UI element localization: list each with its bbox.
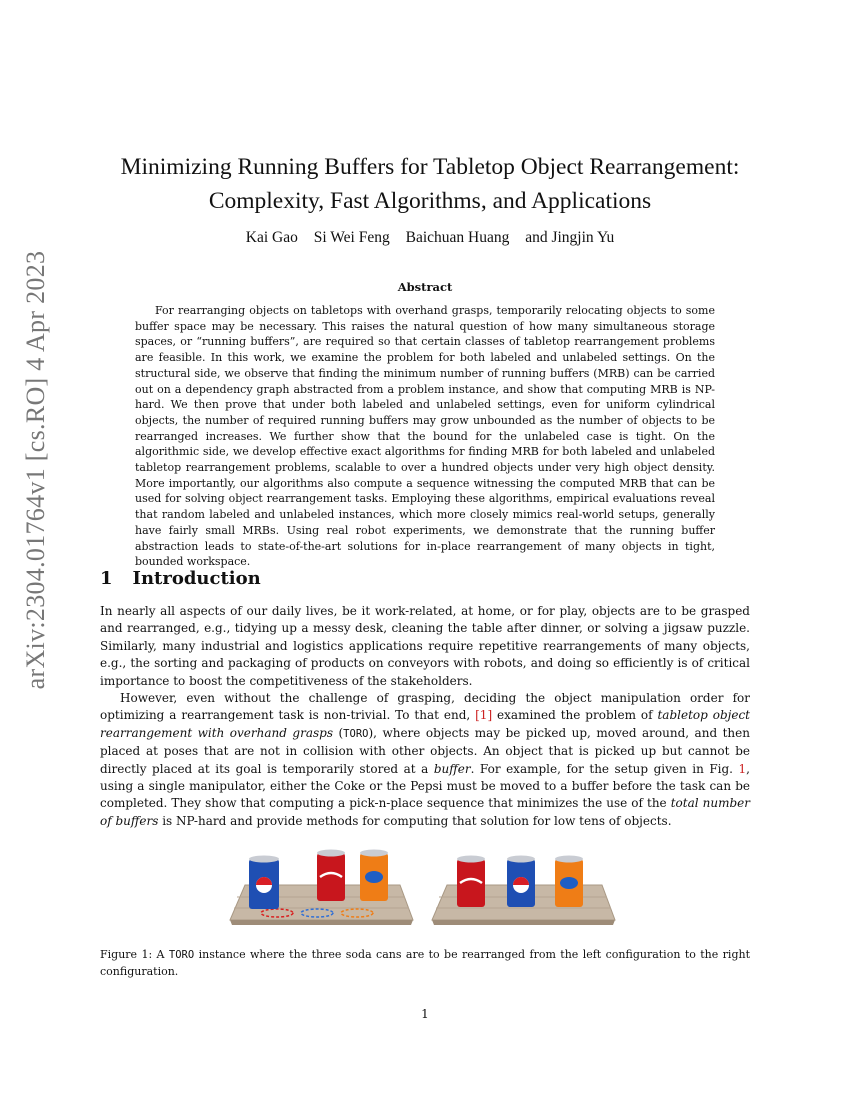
abstract-heading: Abstract — [397, 280, 453, 294]
figure-1-caption — [100, 947, 750, 979]
author-2: Si Wei Feng — [313, 229, 390, 246]
text-run: ), where objects may be picked up, moved around, and then placed at poses that are not in collision with other objects. An object that is picked up but cannot be directly placed at its goal is temporarily stored at a — [100, 725, 750, 776]
figure-1-illustration — [225, 845, 625, 935]
section-heading — [100, 568, 261, 589]
text-run: , using a single manipulator, either the Coke or the Pepsi must be moved to a buffer before the task can be completed. They show that computing a pick-n-place sequence that minimizes the use of the — [100, 761, 750, 811]
text-run: However, even without the challenge of grasping, deciding the object manipulation order for optimizing a rearrangement task is non-trivial. To that end, — [100, 691, 750, 723]
figure-reference-link[interactable]: 1 — [738, 761, 747, 776]
arxiv-identifier-stamp — [16, 250, 56, 690]
text-run: ( — [333, 725, 344, 740]
text-run: examined the problem of — [492, 708, 658, 723]
right-configuration — [432, 856, 615, 926]
section-title: Introduction — [132, 568, 261, 589]
arxiv-id-text: arXiv:2304.01764v1 [cs.RO] 4 Apr 2023 — [21, 250, 50, 690]
coke-can-left — [317, 850, 345, 902]
emphasis-text: tabletop object rearrangement with overhand grasps — [100, 708, 750, 740]
left-configuration — [230, 850, 413, 926]
caption-text: instance where the three soda cans are to be rearranged from the left configuration to the right configuration. — [100, 948, 750, 978]
title-line-2: Complexity, Fast Algorithms, and Applications — [208, 188, 652, 214]
paper-title — [100, 150, 760, 218]
introduction-body — [100, 603, 750, 830]
abstract-text: For rearranging objects on tabletops with overhand grasps, temporarily relocating objects to some buffer space may be necessary. This raises the natural question of how many simultaneous storage spaces, or “running buffers”, are required so that certain classes of tabletop rearrangement problems are feasible. In this work, we examine the problem for both labeled and unlabeled settings. On the structural side, we observe that finding the minimum number of running buffers (MRB) can be carried out on a dependency graph abstracted from a problem instance, and show that computing MRB is NP-hard. We then prove that under both labeled and unlabeled settings, even for uniform cylindrical objects, the number of required running buffers may grow unbounded as the number of objects to be rearranged increases. We further show that the bound for the unlabeled case is tight. On the algorithmic side, we develop effective exact algorithms for finding MRB for both labeled and unlabeled tabletop rearrangement problems, scalable to over a hundred objects under very high object density. More importantly, our algorithms also compute a sequence witnessing the computed MRB that can be used for solving object rearrangement tasks. Employing these algorithms, empirical evaluations reveal that random labeled and unlabeled instances, which more closely mimics real-world setups, generally have fairly small MRBs. Using real robot experiments, we demonstrate that the running buffer abstraction leads to state-of-the-art solutions for in-place rearrangement of many objects in tight, bounded workspace. — [135, 304, 715, 569]
coke-can-right — [457, 856, 485, 908]
caption-toro: TORO — [168, 949, 195, 961]
page-number: 1 — [421, 1007, 429, 1021]
fanta-can-left — [360, 850, 388, 902]
emphasis-text: total number of buffers — [100, 796, 750, 828]
author-4: and Jingjin Yu — [525, 229, 615, 246]
table-edge-right — [432, 920, 615, 925]
title-line-1: Minimizing Running Buffers for Tabletop Object Rearrangement: — [120, 154, 740, 180]
caption-label: Figure 1: — [100, 948, 153, 961]
toro-acronym: TORO — [343, 727, 369, 740]
fanta-can-right — [555, 856, 583, 908]
text-run: . For example, for the setup given in Fig. — [470, 761, 739, 776]
soda-cans-figure — [225, 845, 625, 935]
pepsi-can-right — [507, 856, 535, 908]
text-run: is NP-hard and provide methods for computing that solution for low tens of objects. — [158, 813, 672, 828]
emphasis-text: buffer — [433, 761, 471, 776]
author-1: Kai Gao — [245, 229, 298, 246]
citation-link[interactable]: [1] — [475, 708, 493, 723]
author-3: Baichuan Huang — [405, 229, 510, 246]
caption-text: A — [152, 948, 169, 961]
abstract-body — [135, 303, 715, 570]
section-number: 1 — [100, 568, 113, 589]
pepsi-can-left — [249, 856, 279, 910]
intro-paragraph-1: In nearly all aspects of our daily lives, be it work-related, at home, or for play, objects are to be grasped and rearranged, e.g., tidying up a messy desk, cleaning the table after dinner, or solving a jigsaw puzzle. Similarly, many industrial and logistics applications require repetitive rearrangements of many objects, e.g., the sorting and packaging of products on conveyors with robots, and doing so efficiently is of critical importance to boost the competitiveness of the stakeholders. — [100, 604, 750, 688]
intro-paragraph-2 — [100, 690, 750, 830]
author-list — [100, 229, 760, 247]
table-edge-left — [230, 920, 413, 925]
